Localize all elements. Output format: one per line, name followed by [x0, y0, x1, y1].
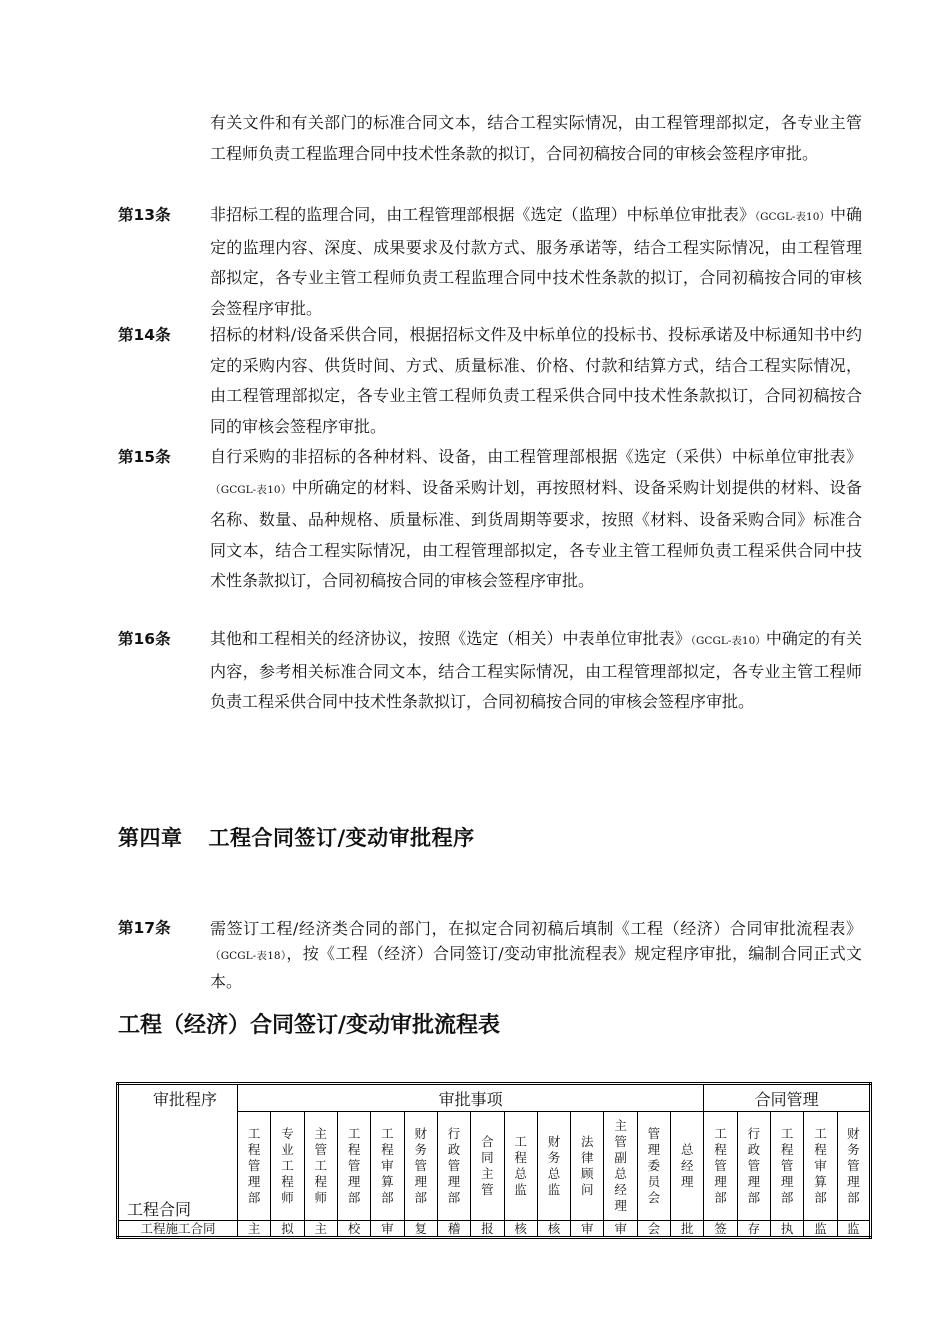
column-header-label: 主管工程师: [314, 1126, 328, 1205]
paragraph-continued: [118, 108, 878, 169]
form-code: （GCGL-表10）: [754, 211, 830, 223]
column-header: [637, 1112, 670, 1221]
article-text-b: 中所确定的材料、设备采购计划，再按照材料、设备采购计划提供的材料、设备名称、数量、品种规格、质量标准、到货周期等要求，按照《材料、设备采购合同》标准合同文本，结合工程实际情况，由工程管理部拟定，各专业主管工程师负责工程采供合同中技术性条款拟订，合同初稿按合同的审核会签程序审批。: [210, 477, 862, 590]
column-header: [371, 1112, 404, 1221]
corner-label-procedure: 审批程序: [153, 1090, 218, 1109]
table-cell: 稽: [437, 1221, 470, 1238]
table-cell: 审: [571, 1221, 604, 1238]
chapter-heading: [118, 822, 475, 852]
table-title: 工程（经济）合同签订/变动审批流程表: [118, 1013, 501, 1038]
article-text-a: 其他和工程相关的经济协议，按照《选定（相关）中表单位审批表》: [210, 629, 691, 648]
column-header-label: 工程管理部: [714, 1126, 727, 1205]
article-16: [118, 624, 878, 718]
table-cell: 复: [404, 1221, 437, 1238]
article-text-b: 中确定的有关内容，参考相关标准合同文本，结合工程实际情况，由工程管理部拟定，各专业主管工程师负责工程采供合同中技术性条款拟订，合同初稿按合同的审核会签程序审批。: [210, 629, 862, 711]
table-cell: 会: [637, 1221, 670, 1238]
table-cell: 拟: [271, 1221, 304, 1238]
table-cell: 存: [737, 1221, 770, 1238]
column-header-label: 工程管理部: [780, 1126, 794, 1205]
table-cell: 核: [504, 1221, 537, 1238]
column-header-label: 财务总监: [547, 1134, 561, 1197]
column-header-label: 总经理: [680, 1142, 694, 1189]
article-14: [118, 320, 878, 442]
article-13: [118, 200, 878, 324]
paragraph-text: 有关文件和有关部门的标准合同文本，结合工程实际情况，由工程管理部拟定，各专业主管工程师负责工程监理合同中技术性条款的拟订，合同初稿按合同的审核会签程序审批。: [210, 113, 862, 163]
column-header: [837, 1112, 870, 1221]
table-cell: 签: [704, 1221, 737, 1238]
article-text-b: 中确定的监理内容、深度、成果要求及付款方式、服务承诺等，结合工程实际情况，由工程管理部拟定，各专业主管工程师负责工程监理合同中技术性条款的拟订，合同初稿按合同的审核会签程序审批。: [210, 205, 862, 318]
column-header-label: 行政管理部: [447, 1126, 461, 1205]
approval-flow-table: [116, 1082, 872, 1239]
group-header-approval: 审批事项: [238, 1084, 704, 1112]
column-header: [504, 1112, 537, 1221]
column-header-label: 财务管理部: [847, 1126, 860, 1205]
table-cell: 监: [837, 1221, 870, 1238]
column-header: [804, 1112, 837, 1221]
corner-label-contract: 工程合同: [127, 1200, 192, 1219]
table-cell: 主: [238, 1221, 271, 1238]
column-header-label: 工程审算部: [381, 1126, 394, 1205]
column-header: [537, 1112, 570, 1221]
column-header: [471, 1112, 504, 1221]
chapter-label: 第四章: [118, 826, 183, 850]
column-header-label: 工程总监: [514, 1134, 527, 1197]
column-header-label: 工程审算部: [814, 1126, 827, 1205]
column-header: [271, 1112, 304, 1221]
table-cell: 监: [804, 1221, 837, 1238]
column-header-label: 财务管理部: [414, 1126, 427, 1205]
table-corner-cell: [118, 1084, 238, 1221]
column-header: [404, 1112, 437, 1221]
column-header-label: 工程管理部: [347, 1126, 361, 1205]
chapter-title: 工程合同签订/变动审批程序: [208, 826, 475, 850]
article-text-a: 自行采购的非招标的各种材料、设备，由工程管理部根据《选定（采供）中标单位审批表》: [210, 447, 862, 466]
article-text-b: ，按《工程（经济）合同签订/变动审批流程表》规定程序审批，编制合同正式文本。: [210, 944, 862, 991]
article-text: [210, 442, 862, 597]
article-text-a: 需签订工程/经济类合同的部门，在拟定合同初稿后填制《工程（经济）合同审批流程表》: [210, 919, 862, 938]
table-cell: 核: [537, 1221, 570, 1238]
column-header: [704, 1112, 737, 1221]
column-header: [571, 1112, 604, 1221]
article-number: 第14条: [118, 326, 171, 344]
form-code: （GCGL-表10）: [690, 635, 766, 647]
table-cell: 主: [304, 1221, 337, 1238]
table-cell: 执: [771, 1221, 804, 1238]
column-header: [671, 1112, 704, 1221]
article-text: [210, 916, 862, 994]
article-text: [210, 624, 862, 718]
article-15: [118, 442, 878, 597]
table-cell: 审: [604, 1221, 637, 1238]
row-label: 工程施工合同: [118, 1221, 238, 1238]
table-cell: 批: [671, 1221, 704, 1238]
column-header-label: 合同主管: [481, 1134, 494, 1197]
column-header-label: 行政管理部: [747, 1126, 761, 1205]
article-text-a: 非招标工程的监理合同，由工程管理部根据《选定（监理）中标单位审批表》: [210, 205, 755, 224]
article-text: [210, 200, 862, 324]
table-cell: 校: [337, 1221, 370, 1238]
table-cell: 审: [371, 1221, 404, 1238]
column-header-label: 管理委员会: [647, 1126, 661, 1205]
table-cell: 报: [471, 1221, 504, 1238]
article-number: 第13条: [118, 206, 171, 224]
column-header: [337, 1112, 370, 1221]
column-header: [737, 1112, 770, 1221]
group-header-management: 合同管理: [704, 1084, 871, 1112]
article-number: 第17条: [118, 919, 171, 937]
table-row: [118, 1221, 871, 1238]
form-code: （GCGL-表10）: [210, 483, 292, 496]
column-header-label: 工程管理部: [247, 1126, 261, 1205]
column-header: [437, 1112, 470, 1221]
form-code: （GCGL-表18）: [210, 950, 287, 962]
article-text: 招标的材料/设备采供合同，根据招标文件及中标单位的投标书、投标承诺及中标通知书中约定的采购内容、供货时间、方式、质量标准、价格、付款和结算方式，结合工程实际情况，由工程管理部拟定，各专业主管工程师负责工程采供合同中技术性条款拟订，合同初稿按合同的审核会签程序审批。: [210, 325, 862, 436]
article-number: 第15条: [118, 448, 171, 466]
column-header: [304, 1112, 337, 1221]
column-header: [771, 1112, 804, 1221]
column-header: [238, 1112, 271, 1221]
column-header-label: 专业工程师: [281, 1126, 294, 1205]
column-header-label: 主管副总经理: [614, 1118, 627, 1213]
column-header-label: 法律顾问: [581, 1134, 594, 1197]
article-17: [118, 916, 878, 994]
column-header: [604, 1112, 637, 1221]
article-number: 第16条: [118, 630, 171, 648]
